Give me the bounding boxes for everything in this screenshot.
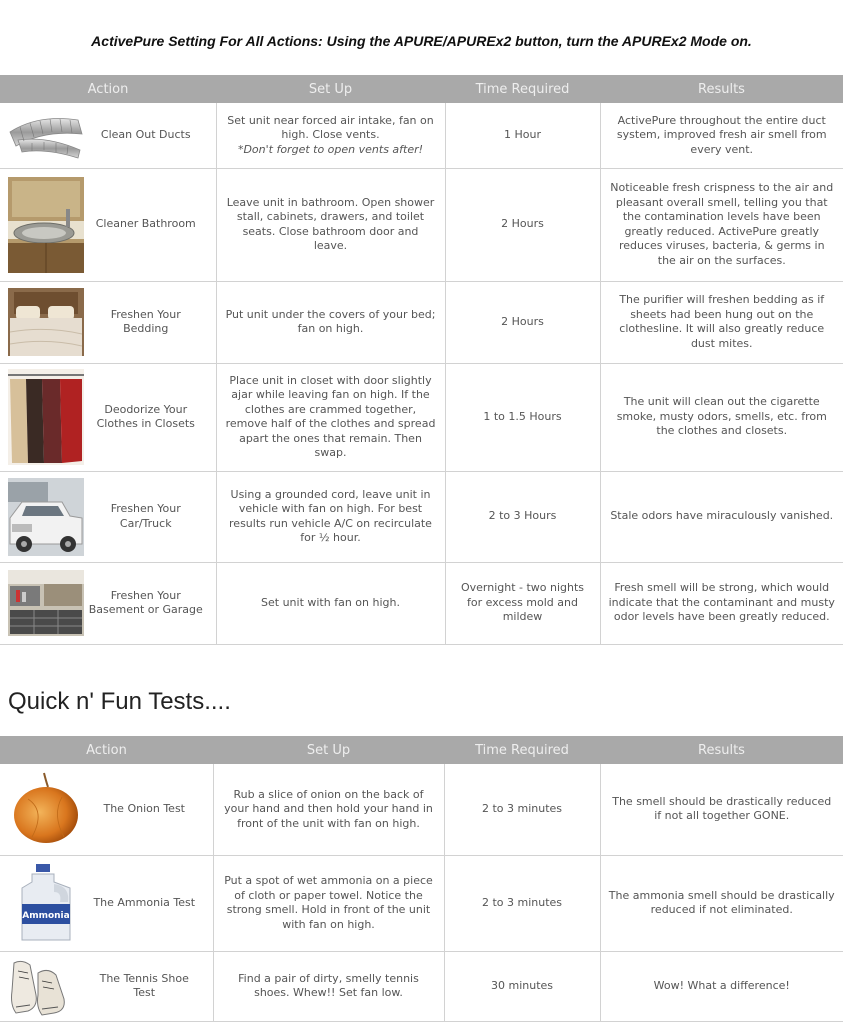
time-cell: Overnight - two nights for excess mold and mildew	[445, 562, 600, 644]
ducts-image	[8, 110, 84, 160]
results-cell: The unit will clean out the cigarette smoke, musty odors, smells, etc. from the clothes and closets.	[600, 363, 843, 471]
results-cell: ActivePure throughout the entire duct system, improved fresh air smell from every vent.	[600, 103, 843, 168]
actions-table	[0, 75, 843, 645]
results-cell: The smell should be drastically reduced if not all together GONE.	[600, 764, 843, 855]
action-cell	[0, 764, 213, 855]
time-cell: 1 Hour	[445, 103, 600, 168]
results-cell: Fresh smell will be strong, which would indicate that the contaminant and musty odor levels have been greatly reduced.	[600, 562, 843, 644]
table-row	[0, 281, 843, 363]
header-results: Results	[600, 736, 843, 764]
garage-image	[8, 570, 84, 636]
header-action: Action	[0, 736, 213, 764]
action-cell	[0, 363, 216, 471]
action-label: Freshen Your Basement or Garage	[88, 588, 203, 616]
table-header-row	[0, 736, 843, 764]
setup-text: Set unit near forced air intake, fan on high. Close vents.	[227, 113, 434, 141]
setup-cell: Leave unit in bathroom. Open shower stall, cabinets, drawers, and toilet seats. Close bathroom door and leave.	[216, 168, 445, 281]
table-row	[0, 471, 843, 562]
table-row	[0, 951, 843, 1021]
setup-cell: Set unit with fan on high.	[216, 562, 445, 644]
setup-cell: Put a spot of wet ammonia on a piece of cloth or paper towel. Notice the strong smell. Hold in front of the unit with fan on high.	[213, 855, 444, 951]
header-results: Results	[600, 75, 843, 103]
results-cell: Noticeable fresh crispness to the air and pleasant overall smell, telling you that the contamination levels have been greatly reduced. ActivePure greatly reduces viruses, bacteria, & germs in the air on the surfaces.	[600, 168, 843, 281]
results-cell: The purifier will freshen bedding as if sheets had been hung out on the clothesline. It will also greatly reduce dust mites.	[600, 281, 843, 363]
header-setup: Set Up	[213, 736, 444, 764]
setup-cell: Put unit under the covers of your bed; fan on high.	[216, 281, 445, 363]
setup-cell	[216, 103, 445, 168]
action-label: The Onion Test	[103, 802, 185, 815]
ammonia-label-text: Ammonia	[22, 911, 70, 921]
time-cell: 2 Hours	[445, 168, 600, 281]
setup-cell: Rub a slice of onion on the back of your hand and then hold your hand in front of the unit with fan on high.	[213, 764, 444, 855]
table-row	[0, 855, 843, 951]
header-time: Time Required	[444, 736, 600, 764]
action-cell	[0, 562, 216, 644]
action-label: Clean Out Ducts	[100, 128, 191, 141]
action-label: Cleaner Bathroom	[95, 217, 196, 231]
header-setup: Set Up	[216, 75, 445, 103]
setup-note: *Don't forget to open vents after!	[237, 142, 424, 156]
time-cell: 1 to 1.5 Hours	[445, 363, 600, 471]
action-label: Deodorize Your Clothes in Closets	[96, 402, 195, 430]
action-label: The Ammonia Test	[93, 895, 196, 909]
bathroom-image	[8, 177, 84, 273]
action-cell	[0, 103, 216, 168]
time-cell: 2 to 3 Hours	[445, 471, 600, 562]
action-label: Freshen Your Car/Truck	[110, 502, 181, 530]
ammonia-bottle-image	[8, 862, 84, 944]
setup-cell: Using a grounded cord, leave unit in vehicle with fan on high. For best results run vehicle A/C on recirculate for ½ hour.	[216, 471, 445, 562]
table-row	[0, 562, 843, 644]
results-cell: Stale odors have miraculously vanished.	[600, 471, 843, 562]
table-row	[0, 764, 843, 855]
quick-tests-table	[0, 736, 843, 1022]
setup-cell: Place unit in closet with door slightly ajar while leaving fan on high. If the clothes are crammed together, remove half of the clothes and spread apart the ones that remain. Then swap.	[216, 363, 445, 471]
action-label: The Tennis Shoe Test	[99, 971, 189, 999]
action-cell	[0, 471, 216, 562]
closet-clothes-image	[8, 369, 84, 465]
table-header-row	[0, 75, 843, 103]
table-row	[0, 168, 843, 281]
results-cell: The ammonia smell should be drastically reduced if not eliminated.	[600, 855, 843, 951]
action-cell	[0, 855, 213, 951]
section-title: Quick n' Fun Tests....	[8, 688, 231, 715]
shoes-image	[8, 955, 84, 1017]
bedding-image	[8, 288, 84, 356]
time-cell: 30 minutes	[444, 951, 600, 1021]
time-cell: 2 Hours	[445, 281, 600, 363]
header-action: Action	[0, 75, 216, 103]
truck-image	[8, 478, 84, 556]
action-label: Freshen Your Bedding	[110, 307, 181, 335]
action-cell	[0, 951, 213, 1021]
onion-image	[8, 771, 84, 847]
time-cell: 2 to 3 minutes	[444, 764, 600, 855]
page-title: ActivePure Setting For All Actions: Using the APURE/APUREx2 button, turn the APUREx2 Mode on.	[91, 33, 752, 49]
time-cell: 2 to 3 minutes	[444, 855, 600, 951]
table-row	[0, 103, 843, 168]
action-cell	[0, 281, 216, 363]
table-row	[0, 363, 843, 471]
results-cell: Wow! What a difference!	[600, 951, 843, 1021]
action-cell	[0, 168, 216, 281]
setup-cell: Find a pair of dirty, smelly tennis shoes. Whew!! Set fan low.	[213, 951, 444, 1021]
header-time: Time Required	[445, 75, 600, 103]
